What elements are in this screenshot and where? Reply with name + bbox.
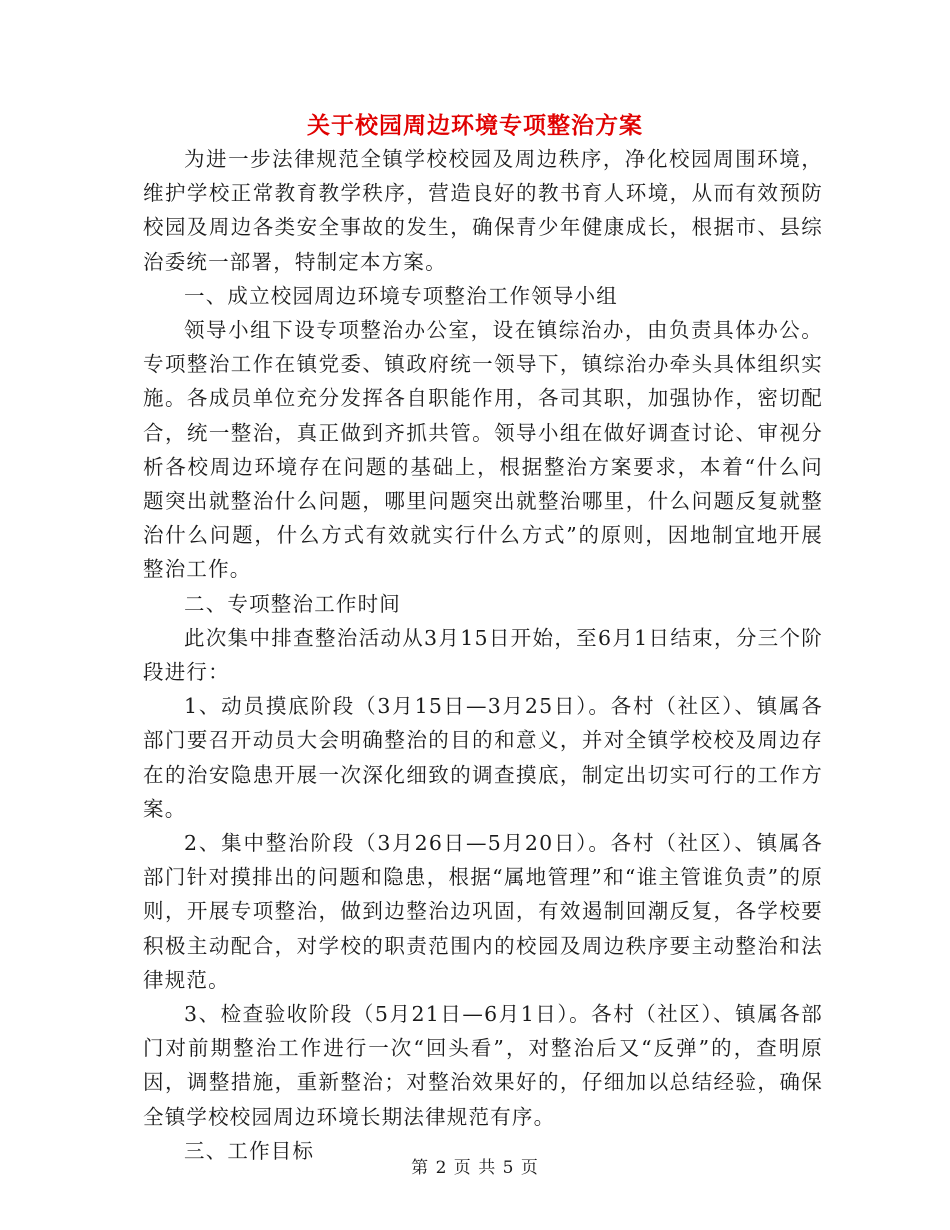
leadership-paragraph: 领导小组下设专项整治办公室，设在镇综治办，由负责具体办公。专项整治工作在镇党委、镇政府统一领导下，镇综治办牵头具体组织实施。各成员单位充分发挥各自职能作用，各司其职，加强协作，密切配合，统一整治，真正做到齐抓共管。领导小组在做好调查讨论、审视分析各校周边环境存在问题的基础上，根据整治方案要求，本着“什么问题突出就整治什么问题，哪里问题突出就整治哪里，什么问题反复就整治什么问题，什么方式有效就实行什么方式”的原则，因地制宜地开展整治工作。 [143, 318, 823, 582]
intro-paragraph: 为进一步法律规范全镇学校校园及周边秩序，净化校园周围环境，维护学校正常教育教学秩序，营造良好的教书育人环境，从而有效预防校园及周边各类安全事故的发生，确保青少年健康成长，根据市、县综治委统一部署，特制定本方案。 [143, 147, 823, 274]
section-heading-1: 一、成立校园周边环境专项整治工作领导小组 [184, 283, 618, 308]
phase-1-paragraph: 1、动员摸底阶段（3月15日—3月25日）。各村（社区）、镇属各部门要召开动员大会明确整治的目的和意义，并对全镇学校校及周边存在的治安隐患开展一次深化细致的调查摸底，制定出切实可行的工作方案。 [143, 694, 823, 821]
page-number-footer: 第 2 页 共 5 页 [411, 1158, 539, 1178]
section-heading-2: 二、专项整治工作时间 [184, 591, 401, 616]
phase-3-paragraph: 3、检查验收阶段（5月21日—6月1日）。各村（社区）、镇属各部门对前期整治工作进行一次“回头看”，对整治后又“反弹”的，查明原因，调整措施，重新整治；对整治效果好的，仔细加以总结经验，确保全镇学校校园周边环境长期法律规范有序。 [143, 1002, 823, 1129]
section-heading-3: 三、工作目标 [184, 1138, 315, 1163]
document-body [143, 142, 823, 1168]
document-title: 关于校园周边环境专项整治方案 [307, 112, 643, 139]
phase-2-paragraph: 2、集中整治阶段（3月26日—5月20日）。各村（社区）、镇属各部门针对摸排出的问题和隐患，根据“属地管理”和“谁主管谁负责”的原则，开展专项整治，做到边整治边巩固，有效遏制回潮反复，各学校要积极主动配合，对学校的职责范围内的校园及周边秩序要主动整治和法律规范。 [143, 831, 823, 992]
schedule-paragraph: 此次集中排查整治活动从3月15日开始，至6月1日结束，分三个阶段进行： [143, 625, 823, 685]
